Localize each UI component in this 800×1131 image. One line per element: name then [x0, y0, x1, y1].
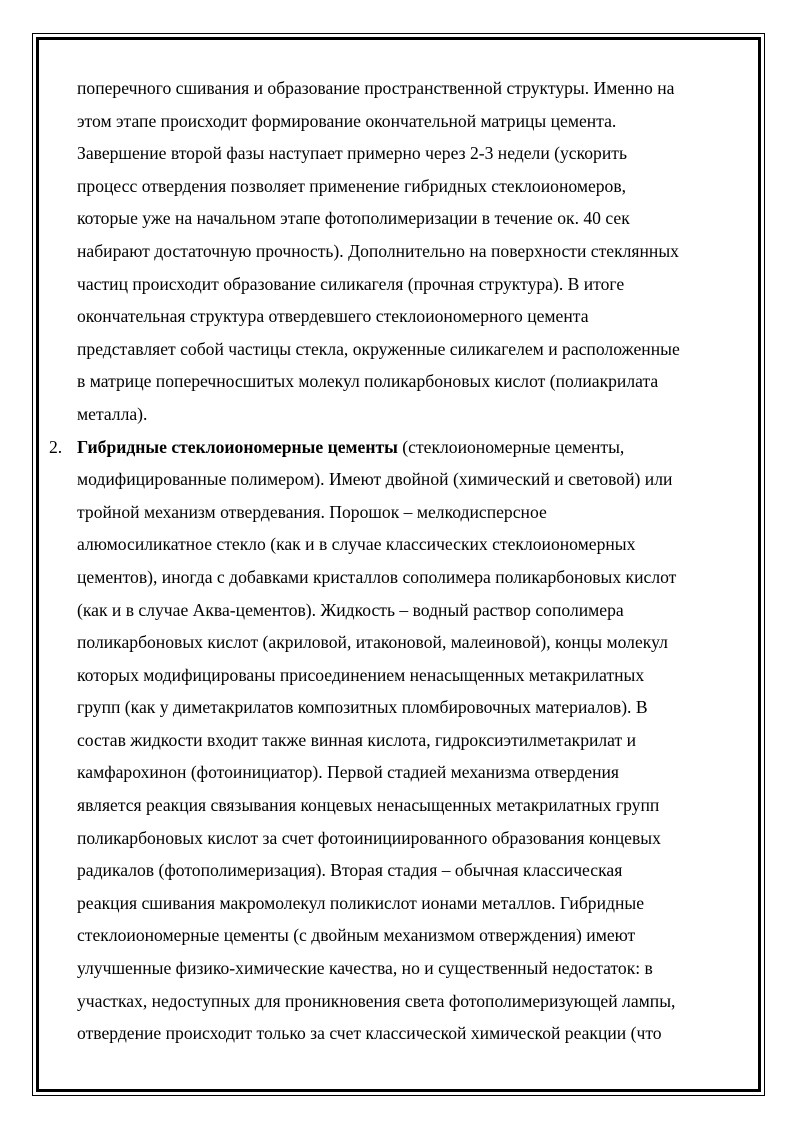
list-number: 2. — [49, 436, 63, 457]
text-line: этом этапе происходит формирование окончательной матрицы цемента. — [77, 110, 617, 131]
text-line: частиц происходит образование силикагеля (прочная структура). В итоге — [77, 273, 625, 294]
list-item-first-line — [49, 431, 737, 464]
text-line: набирают достаточную прочность). Дополнительно на поверхности стеклянных — [77, 240, 679, 261]
document-body — [49, 72, 737, 1050]
text-line: цементов), иногда с добавками кристаллов сополимера поликарбоновых кислот — [77, 566, 677, 587]
text-line: камфарохинон (фотоинициатор). Первой стадией механизма отвердения — [77, 762, 620, 783]
text-line: поликарбоновых кислот (акриловой, итаконовой, малеиновой), концы молекул — [77, 632, 668, 653]
text-line: процесс отвердения позволяет применение гибридных стеклоиономеров, — [77, 175, 627, 196]
paragraph-continuation — [77, 72, 737, 431]
text-line: которые уже на начальном этапе фотополимеризации в течение ок. 40 сек — [77, 208, 630, 229]
text-line: групп (как у диметакрилатов композитных пломбировочных материалов). В — [77, 697, 648, 718]
text-line: является реакция связывания концевых ненасыщенных метакрилатных групп — [77, 795, 660, 816]
list-item-first-line-text: (стеклоиономерные цементы, — [397, 436, 625, 457]
text-line: окончательная структура отвердевшего стеклоиономерного цемента — [77, 306, 589, 327]
text-line: состав жидкости входит также винная кислота, гидроксиэтилметакрилат и — [77, 729, 637, 750]
text-line: в матрице поперечносшитых молекул поликарбоновых кислот (полиакрилата — [77, 371, 659, 392]
text-line: представляет собой частицы стекла, окруженные силикагелем и расположенные — [77, 338, 680, 359]
text-line: поликарбоновых кислот за счет фотоинициированного образования концевых — [77, 827, 661, 848]
text-line: тройной механизм отвердевания. Порошок – мелкодисперсное — [77, 501, 547, 522]
text-line: (как и в случае Аква-цементов). Жидкость – водный раствор сополимера — [77, 599, 624, 620]
text-line: участках, недоступных для проникновения света фотополимеризующей лампы, — [77, 990, 676, 1011]
list-item-title: Гибридные стеклоиономерные цементы — [77, 436, 398, 457]
list-item-hybrid-cements — [49, 431, 737, 1050]
text-line: Завершение второй фазы наступает примерно через 2-3 недели (ускорить — [77, 143, 627, 164]
text-line: металла). — [77, 403, 148, 424]
text-line: стеклоиономерные цементы (с двойным механизмом отверждения) имеют — [77, 925, 636, 946]
text-line: реакция сшивания макромолекул поликислот ионами металлов. Гибридные — [77, 892, 645, 913]
text-line: отвердение происходит только за счет классической химической реакции (что — [77, 1023, 662, 1044]
text-line: поперечного сшивания и образование пространственной структуры. Именно на — [77, 78, 675, 98]
text-line: улучшенные физико-химические качества, но и существенный недостаток: в — [77, 958, 653, 979]
text-line: которых модифицированы присоединением ненасыщенных метакрилатных — [77, 664, 645, 685]
text-line: радикалов (фотополимеризация). Вторая стадия – обычная классическая — [77, 860, 623, 881]
text-line: алюмосиликатное стекло (как и в случае классических стеклоиономерных — [77, 534, 636, 555]
text-line: модифицированные полимером). Имеют двойной (химический и световой) или — [77, 469, 673, 490]
